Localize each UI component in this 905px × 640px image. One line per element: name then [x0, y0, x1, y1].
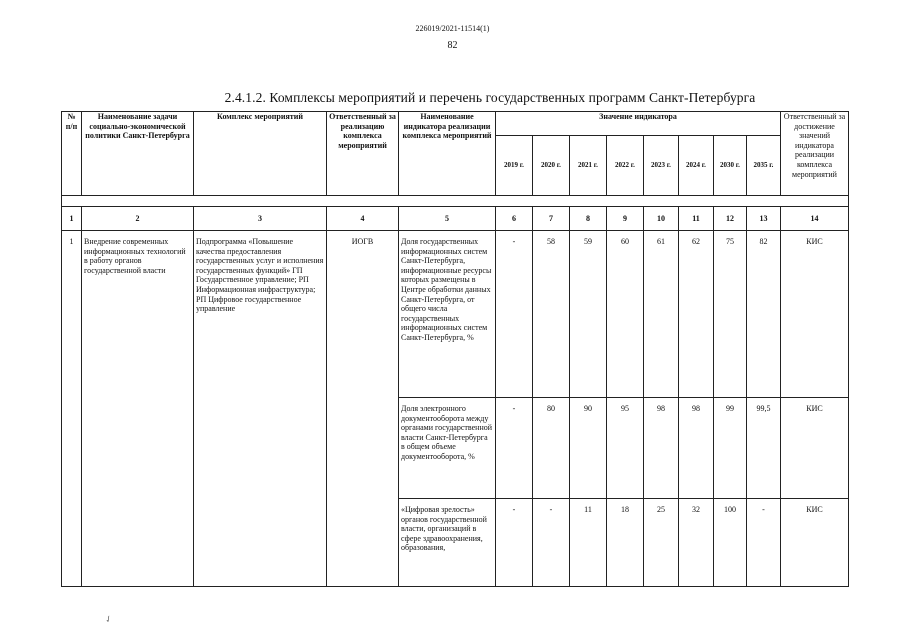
indicator-value: 60	[607, 231, 644, 398]
indicator-value: 98	[644, 398, 679, 499]
col-number: 13	[747, 207, 781, 231]
col-number: 10	[644, 207, 679, 231]
row-task: Внедрение современных информационных технологий в работу органов государственной власти	[82, 231, 194, 587]
indicator-value: -	[533, 499, 570, 587]
col-number: 4	[327, 207, 399, 231]
programs-table	[61, 111, 849, 587]
indicator-value: 80	[533, 398, 570, 499]
col-header-year: 2019 г.	[496, 136, 533, 196]
indicator-value: 18	[607, 499, 644, 587]
indicator-value: -	[747, 499, 781, 587]
col-header-year: 2023 г.	[644, 136, 679, 196]
col-number: 11	[679, 207, 714, 231]
indicator-resp: КИС	[781, 499, 849, 587]
indicator-value: 98	[679, 398, 714, 499]
indicator-value: 62	[679, 231, 714, 398]
col-header-value-group: Значение индикатора	[496, 112, 781, 136]
col-header-indicator: Наименование индикатора реализации комплекса мероприятий	[399, 112, 496, 196]
col-number: 3	[194, 207, 327, 231]
col-number: 1	[62, 207, 82, 231]
col-header-year: 2021 г.	[570, 136, 607, 196]
table-row	[62, 231, 849, 398]
col-number: 8	[570, 207, 607, 231]
indicator-resp: КИС	[781, 231, 849, 398]
col-number: 9	[607, 207, 644, 231]
indicator-value: 90	[570, 398, 607, 499]
col-header-complex: Комплекс мероприятий	[194, 112, 327, 196]
row-num: 1	[62, 231, 82, 587]
col-number: 7	[533, 207, 570, 231]
indicator-resp: КИС	[781, 398, 849, 499]
indicator-name: Доля государственных информационных систем Санкт-Петербурга, информационные ресурсы которых размещены в Центре обработки данных Санкт-Петербурга, от общего числа государственных информационных систем Санкт-Петербурга, %	[399, 231, 496, 398]
col-header-year: 2020 г.	[533, 136, 570, 196]
col-header-resp-achieve: Ответственный за достижение значений индикатора реализации комплекса мероприятий	[781, 112, 849, 196]
indicator-value: 95	[607, 398, 644, 499]
indicator-value: 75	[714, 231, 747, 398]
col-header-num: № п/п	[62, 112, 82, 196]
indicator-value: 11	[570, 499, 607, 587]
indicator-value: 58	[533, 231, 570, 398]
page-number: 82	[447, 40, 458, 51]
indicator-value: 25	[644, 499, 679, 587]
indicator-name: «Цифровая зрелость» органов государственной власти, организаций в сфере здравоохранения, образования,	[399, 499, 496, 587]
col-number: 2	[82, 207, 194, 231]
col-header-responsible: Ответственный за реализацию комплекса мероприятий	[327, 112, 399, 196]
col-number: 6	[496, 207, 533, 231]
col-number: 5	[399, 207, 496, 231]
row-responsible: ИОГВ	[327, 231, 399, 587]
indicator-value: -	[496, 499, 533, 587]
col-header-year: 2035 г.	[747, 136, 781, 196]
col-header-year: 2030 г.	[714, 136, 747, 196]
document-number: 226019/2021-11514(1)	[415, 24, 490, 33]
indicator-name: Доля электронного документооборота между органами государственной власти Санкт-Петербурга в общем объеме документооборота, %	[399, 398, 496, 499]
col-header-year: 2022 г.	[607, 136, 644, 196]
indicator-value: 61	[644, 231, 679, 398]
col-header-year: 2024 г.	[679, 136, 714, 196]
indicator-value: 59	[570, 231, 607, 398]
section-title: 2.4.1.2. Комплексы мероприятий и перечень государственных программ Санкт-Петербурга	[224, 90, 756, 105]
indicator-value: -	[496, 231, 533, 398]
indicator-value: 32	[679, 499, 714, 587]
indicator-value: 99	[714, 398, 747, 499]
scan-mark: ✓	[102, 612, 115, 626]
indicator-value: -	[496, 398, 533, 499]
col-number: 14	[781, 207, 849, 231]
col-header-task: Наименование задачи социально-экономической политики Санкт-Петербурга	[82, 112, 194, 196]
row-complex: Подпрограмма «Повышение качества предоставления государственных услуг и исполнения государственных функций» ГП Государственное управление; РП Информационная инфраструктура; РП Цифровое государственное управление	[194, 231, 327, 587]
indicator-value: 100	[714, 499, 747, 587]
indicator-value: 82	[747, 231, 781, 398]
col-number: 12	[714, 207, 747, 231]
indicator-value: 99,5	[747, 398, 781, 499]
